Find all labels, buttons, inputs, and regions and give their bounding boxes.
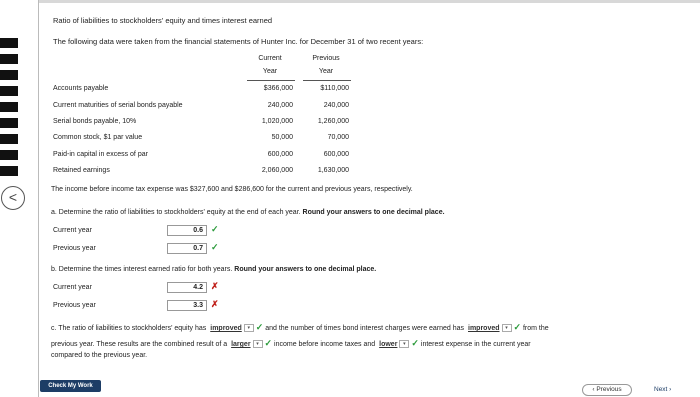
part-b-current-input[interactable]: 4.2 [167,282,207,293]
next-button[interactable]: Next › [654,386,672,393]
dropdown-times-earned-direction[interactable]: improved [468,325,500,332]
dropdown-income-size[interactable]: larger [231,341,251,348]
chevron-down-icon[interactable]: ▾ [399,340,409,348]
chevron-down-icon[interactable]: ▾ [253,340,263,348]
correct-check-icon: ✓ [255,322,264,332]
chevron-down-icon[interactable]: ▾ [244,324,254,332]
table-cell: $110,000 [320,85,349,92]
nav-bar-icon[interactable] [0,70,18,80]
left-nav-bars [0,38,20,182]
part-b-current-label: Current year [53,284,92,291]
part-a-previous-label: Previous year [53,245,96,252]
incorrect-x-icon: ✗ [211,281,219,291]
nav-bar-icon[interactable] [0,150,18,160]
dropdown-ratio-direction[interactable]: improved [210,325,242,332]
part-a-prompt: a. Determine the ratio of liabilities to stockholders' equity at the end of each year. Round your answers to one decimal place. [51,209,445,216]
part-c-line-2: previous year. These results are the combined result of a larger ▾ ✓ income before income taxes and lower ▾ ✓ interest expense in the current year [51,338,531,348]
table-row: Serial bonds payable, 10% [53,118,137,125]
nav-bar-icon[interactable] [0,102,18,112]
back-arrow-button[interactable]: < [1,186,25,210]
chevron-left-icon: ‹ [592,386,597,393]
correct-check-icon: ✓ [211,242,219,252]
nav-bar-icon[interactable] [0,166,18,176]
check-my-work-button[interactable]: Check My Work [40,380,101,392]
part-a-current-label: Current year [53,227,92,234]
table-cell: 1,630,000 [317,167,349,174]
chevron-down-icon[interactable]: ▾ [502,324,512,332]
table-cell: 2,060,000 [261,167,293,174]
correct-check-icon: ✓ [264,338,273,348]
part-c-line-1: c. The ratio of liabilities to stockholders' equity has improved ▾ ✓ and the number of times bond interest charges were earned has improved ▾ ✓ from the [51,322,549,332]
problem-panel [38,0,700,397]
table-row: Retained earnings [53,167,110,174]
table-row: Common stock, $1 par value [53,134,143,141]
part-a-previous-input[interactable]: 0.7 [167,243,207,254]
correct-check-icon: ✓ [211,224,219,234]
table-cell: 1,020,000 [261,118,293,125]
table-cell: 70,000 [327,134,349,141]
table-cell: 600,000 [323,151,349,158]
nav-bar-icon[interactable] [0,86,18,96]
table-cell: 1,260,000 [317,118,349,125]
col-header-previous: Previous Year [312,55,340,75]
problem-title: Ratio of liabilities to stockholders' equity and times interest earned [53,16,273,25]
table-cell: 240,000 [323,102,349,109]
part-a-current-input[interactable]: 0.6 [167,225,207,236]
income-note: The income before income tax expense was $327,600 and $286,600 for the current and previous years, respectively. [51,186,413,193]
nav-bar-icon[interactable] [0,38,18,48]
table-row: Current maturities of serial bonds payable [53,102,183,109]
nav-bar-icon[interactable] [0,54,18,64]
table-row: Paid-in capital in excess of par [53,151,148,158]
chevron-right-icon: › [667,386,672,393]
header-rule [303,80,351,81]
dropdown-interest-expense[interactable]: lower [379,341,398,348]
correct-check-icon: ✓ [411,338,419,348]
part-b-previous-label: Previous year [53,302,96,309]
table-cell: 50,000 [271,134,293,141]
table-cell: 240,000 [267,102,293,109]
part-b-prompt: b. Determine the times interest earned ratio for both years. Round your answers to one decimal place. [51,266,377,273]
part-b-previous-input[interactable]: 3.3 [167,300,207,311]
previous-button[interactable]: ‹ Previous [582,384,632,396]
part-c-line-3: compared to the previous year. [51,352,148,359]
table-cell: 600,000 [267,151,293,158]
incorrect-x-icon: ✗ [211,299,219,309]
header-rule [247,80,295,81]
problem-intro: The following data were taken from the financial statements of Hunter Inc. for December 31 of two recent years: [53,37,424,46]
nav-bar-icon[interactable] [0,134,18,144]
col-header-current: Current Year [258,55,282,75]
table-row: Accounts payable [53,85,109,92]
table-cell: $366,000 [263,85,293,92]
correct-check-icon: ✓ [513,322,522,332]
nav-bar-icon[interactable] [0,118,18,128]
